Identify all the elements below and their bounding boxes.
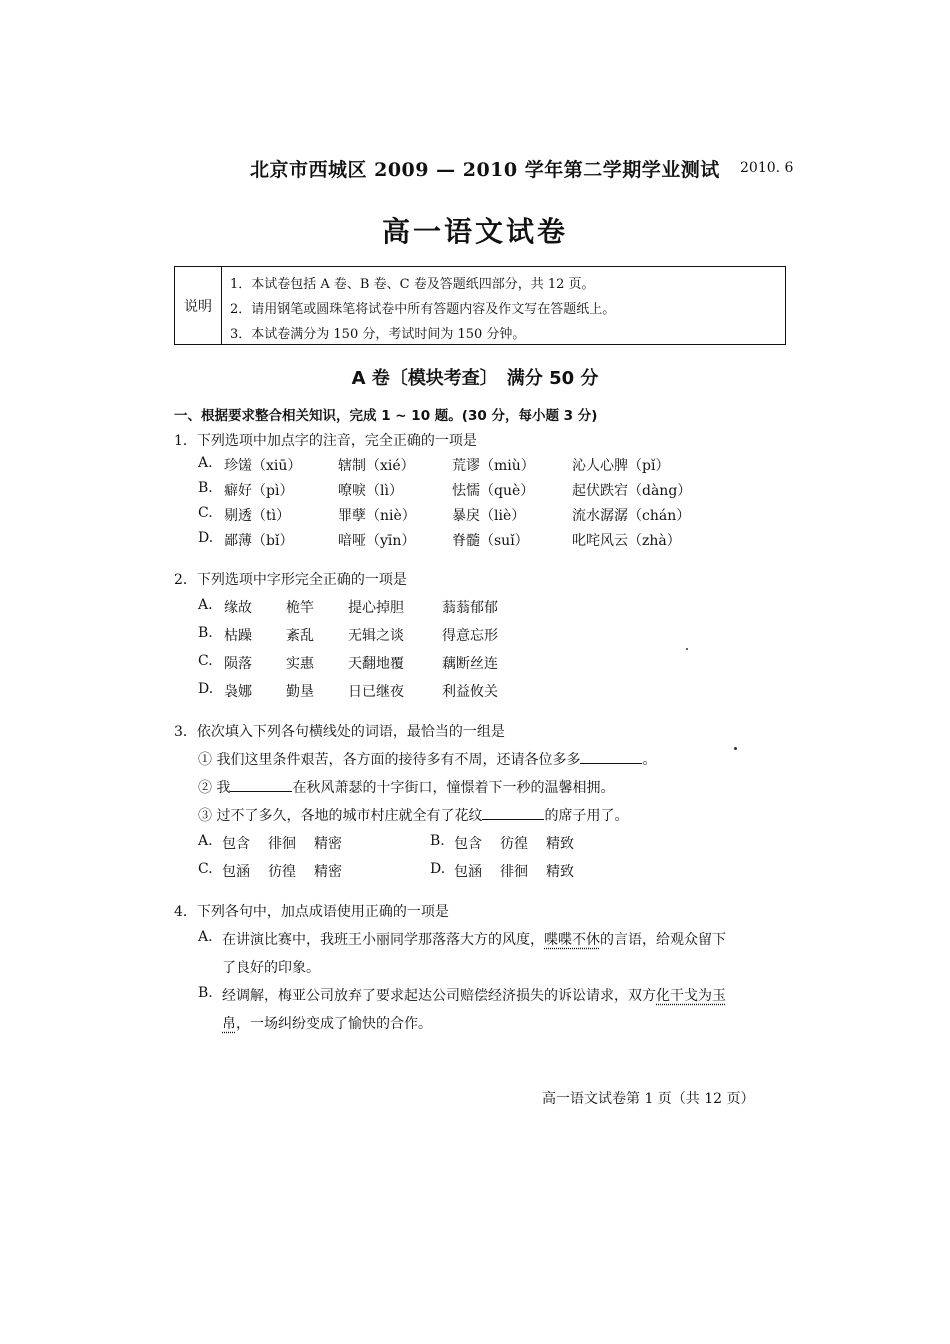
sentence-text: ，一场纠纷变成了愉快的合作。 bbox=[236, 1016, 432, 1032]
option-item: 实惠 bbox=[286, 656, 314, 672]
answer-blank bbox=[230, 777, 292, 792]
option-item: 徘徊 bbox=[268, 836, 296, 852]
question-4-option-a-letter: A. bbox=[198, 929, 213, 945]
answer-blank bbox=[482, 805, 544, 820]
option-letter: C. bbox=[198, 861, 213, 877]
page-footer: 高一语文试卷第 1 页（共 12 页） bbox=[542, 1091, 755, 1107]
instruction-item: 2．请用钢笔或圆珠笔将试卷中所有答题内容及作文写在答题纸上。 bbox=[230, 302, 616, 317]
option-item: 袅娜 bbox=[224, 684, 252, 700]
option-item: 脊髓（suǐ） bbox=[452, 533, 529, 549]
part-title: 一、根据要求整合相关知识，完成 1 ~ 10 题。(30 分，每小题 3 分) bbox=[174, 408, 598, 424]
option-item: 日已继夜 bbox=[348, 684, 404, 700]
exam-header-title: 北京市西城区 2009 — 2010 学年第二学期学业测试 bbox=[250, 159, 720, 181]
option-item: 勤垦 bbox=[286, 684, 314, 700]
sentence-text: 。 bbox=[642, 752, 657, 768]
sentence-text: 的席子用了。 bbox=[544, 808, 629, 824]
instruction-item: 1．本试卷包括 A 卷、B 卷、C 卷及答题纸四部分，共 12 页。 bbox=[230, 277, 595, 292]
sentence-text: 经调解，梅亚公司放弃了要求起达公司赔偿经济损失的诉讼请求，双方 bbox=[222, 988, 656, 1004]
option-item: 嘹唳（lì） bbox=[338, 483, 403, 499]
exam-date: 2010. 6 bbox=[740, 160, 794, 176]
question-2-stem: 2．下列选项中字形完全正确的一项是 bbox=[174, 572, 407, 588]
option-item: 包涵 bbox=[454, 864, 482, 880]
option-item: 包含 bbox=[222, 836, 250, 852]
option-item: 蓊蓊郁郁 bbox=[442, 600, 498, 616]
question-4-option-b-letter: B. bbox=[198, 985, 213, 1001]
option-item: 得意忘形 bbox=[442, 628, 498, 644]
option-item: 喑哑（yīn） bbox=[338, 533, 416, 549]
option-letter: B. bbox=[198, 625, 213, 641]
option-item: 桅竿 bbox=[286, 600, 314, 616]
option-letter: C. bbox=[198, 653, 213, 669]
option-item: 暴戾（liè） bbox=[452, 508, 526, 524]
scan-speck bbox=[686, 648, 688, 650]
option-item: 利益攸关 bbox=[442, 684, 498, 700]
option-item: 彷徨 bbox=[500, 836, 528, 852]
option-item: 癖好（pì） bbox=[224, 483, 294, 499]
instructions-label: 说明 bbox=[175, 267, 222, 344]
highlighted-idiom: 喋喋不休 bbox=[544, 932, 600, 948]
option-item: 提心掉胆 bbox=[348, 600, 404, 616]
instructions-box bbox=[174, 266, 786, 345]
option-item: 鄙薄（bǐ） bbox=[224, 533, 294, 549]
question-4-option-b-line-2 bbox=[222, 1013, 432, 1033]
option-letter: D. bbox=[198, 530, 214, 546]
option-letter: D. bbox=[430, 861, 446, 877]
sentence-text: ① 我们这里条件艰苦，各方面的接待多有不周，还请各位多多 bbox=[198, 752, 581, 768]
sentence-text: ② 我 bbox=[198, 780, 231, 796]
option-letter: A. bbox=[198, 597, 213, 613]
question-3-stem: 3．依次填入下列各句横线处的词语，最恰当的一组是 bbox=[174, 724, 505, 740]
question-4-option-a-line-2: 了良好的印象。 bbox=[222, 960, 320, 976]
option-item: 缘故 bbox=[224, 600, 252, 616]
option-item: 包含 bbox=[454, 836, 482, 852]
instruction-item: 3．本试卷满分为 150 分，考试时间为 150 分钟。 bbox=[230, 327, 526, 342]
option-item: 辖制（xié） bbox=[338, 458, 415, 474]
option-letter: A. bbox=[198, 833, 213, 849]
question-4-option-a-line-1 bbox=[222, 929, 726, 949]
sentence-text: 的言语，给观众留下 bbox=[600, 932, 726, 948]
option-item: 珍馐（xiū） bbox=[224, 458, 302, 474]
sentence-text: 在讲演比赛中，我班王小丽同学那落落大方的风度， bbox=[222, 932, 544, 948]
option-letter: C. bbox=[198, 505, 213, 521]
highlighted-idiom: 化干戈为玉 bbox=[656, 988, 726, 1004]
option-item: 精密 bbox=[314, 864, 342, 880]
option-item: 彷徨 bbox=[268, 864, 296, 880]
option-item: 怯懦（què） bbox=[452, 483, 535, 499]
question-3-sentence-1 bbox=[198, 749, 656, 769]
page-title: 高一语文试卷 bbox=[381, 215, 568, 248]
question-4-stem: 4．下列各句中，加点成语使用正确的一项是 bbox=[174, 904, 449, 920]
question-3-sentence-3 bbox=[198, 805, 628, 825]
option-item: 紊乱 bbox=[286, 628, 314, 644]
question-4-option-b-line-1 bbox=[222, 985, 726, 1005]
option-item: 徘徊 bbox=[500, 864, 528, 880]
option-letter: D. bbox=[198, 681, 214, 697]
option-item: 叱咤风云（zhà） bbox=[572, 533, 681, 549]
section-title: A 卷〔模块考查〕 满分 50 分 bbox=[351, 368, 599, 389]
sentence-text: 在秋风萧瑟的十字街口，憧憬着下一秒的温馨相拥。 bbox=[292, 780, 615, 796]
option-item: 陨落 bbox=[224, 656, 252, 672]
question-1-stem: 1．下列选项中加点字的注音，完全正确的一项是 bbox=[174, 433, 477, 449]
answer-blank bbox=[580, 749, 642, 764]
scan-speck bbox=[734, 747, 737, 750]
option-item: 沁人心脾（pǐ） bbox=[572, 458, 670, 474]
sentence-text: ③ 过不了多久，各地的城市村庄就全有了花纹 bbox=[198, 808, 483, 824]
option-item: 精密 bbox=[314, 836, 342, 852]
option-letter: B. bbox=[198, 480, 213, 496]
option-item: 无辑之谈 bbox=[348, 628, 404, 644]
option-item: 枯躁 bbox=[224, 628, 252, 644]
option-item: 罪孽（niè） bbox=[338, 508, 416, 524]
option-item: 包涵 bbox=[222, 864, 250, 880]
option-item: 剔透（tì） bbox=[224, 508, 291, 524]
option-letter: A. bbox=[198, 455, 213, 471]
option-item: 起伏跌宕（dàng） bbox=[572, 483, 692, 499]
option-letter: B. bbox=[430, 833, 445, 849]
option-item: 藕断丝连 bbox=[442, 656, 498, 672]
option-item: 天翻地覆 bbox=[348, 656, 404, 672]
question-3-sentence-2 bbox=[198, 777, 614, 797]
option-item: 流水潺潺（chán） bbox=[572, 508, 691, 524]
option-item: 精致 bbox=[546, 836, 574, 852]
option-item: 荒谬（miù） bbox=[452, 458, 535, 474]
highlighted-idiom: 帛 bbox=[222, 1016, 236, 1032]
option-item: 精致 bbox=[546, 864, 574, 880]
